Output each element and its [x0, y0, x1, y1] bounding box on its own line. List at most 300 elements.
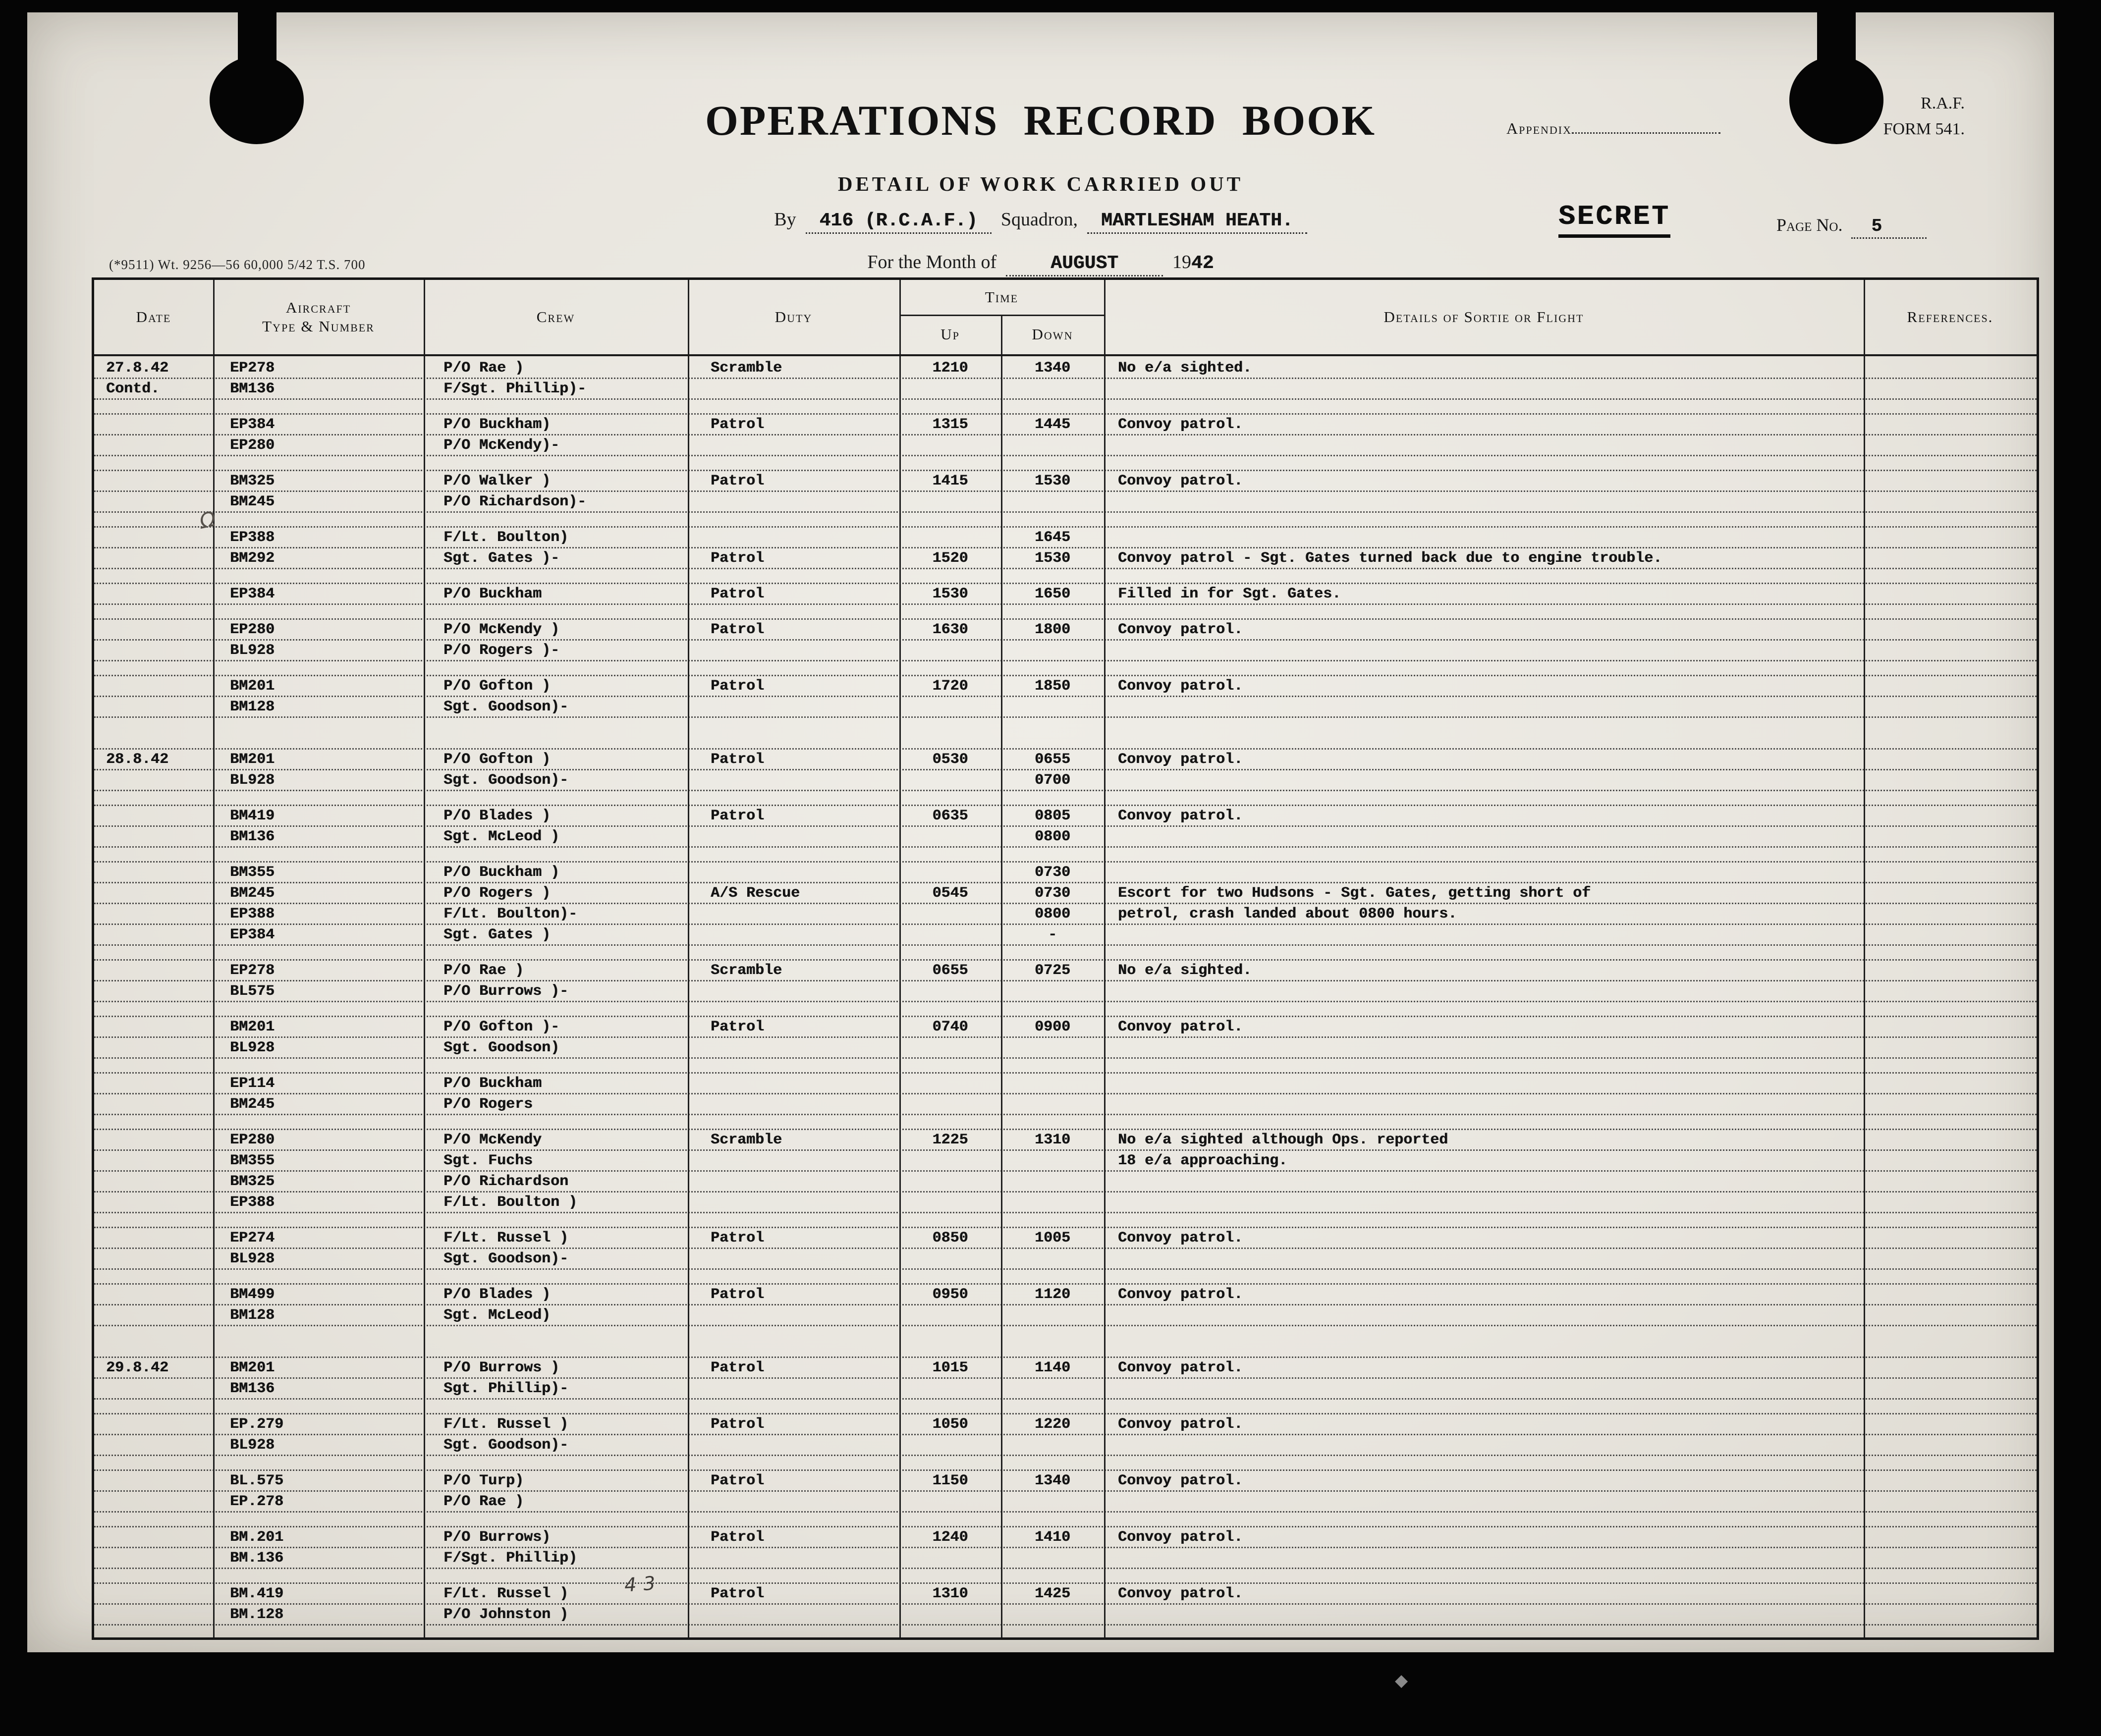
cell-date: [94, 1379, 213, 1398]
table-row: [94, 492, 2037, 513]
cell-date: [94, 1527, 213, 1547]
cell-crew: P/O McKendy: [443, 1132, 542, 1148]
cell-duty: Scramble: [711, 360, 782, 377]
cell-duty: [688, 1172, 899, 1191]
cell-crew: P/O Blades ): [443, 1286, 551, 1303]
table-header: [94, 280, 2037, 356]
cell-references: [1864, 548, 2037, 568]
cell-references: [1864, 981, 2037, 1001]
cell-aircraft: BM.128: [230, 1606, 284, 1623]
cell-aircraft: BM292: [230, 550, 275, 567]
cell-references: [1864, 1414, 2037, 1434]
year-prefix: 19: [1172, 252, 1191, 272]
squadron-number: 416 (R.C.A.F.): [806, 210, 992, 234]
cell-aircraft: BM325: [230, 473, 275, 489]
cell-details: No e/a sighted although Ops. reported: [1118, 1132, 1448, 1148]
cell-aircraft: BM245: [230, 885, 275, 902]
cell-date: [94, 1228, 213, 1248]
cell-duty: [688, 863, 899, 882]
cell-aircraft: BL575: [230, 983, 275, 1000]
cell-duty: Patrol: [711, 1472, 765, 1489]
cell-details: [1104, 1305, 1864, 1325]
cell-time-up: [899, 1249, 1001, 1268]
cell-duty: Patrol: [711, 1416, 765, 1433]
cell-aircraft: BL928: [230, 1039, 275, 1056]
cell-crew: F/Sgt. Phillip): [443, 1550, 578, 1567]
cell-details: [1104, 1492, 1864, 1511]
cell-time-up: 0635: [932, 808, 968, 824]
cell-date: [94, 697, 213, 716]
table-row: [94, 1358, 2037, 1379]
cell-time-down: 1645: [1034, 529, 1070, 546]
cell-time-down: 0655: [1034, 751, 1070, 768]
cell-details: [1104, 1605, 1864, 1624]
cell-time-up: 0850: [932, 1230, 968, 1247]
cell-details: Convoy patrol.: [1118, 1585, 1243, 1602]
table-row: [94, 1414, 2037, 1435]
table-row: [94, 641, 2037, 661]
cell-date: [94, 1605, 213, 1624]
cell-time-up: [899, 379, 1001, 398]
table-row: [94, 435, 2037, 456]
cell-time-down: 1530: [1034, 473, 1070, 489]
cell-references: [1864, 1471, 2037, 1490]
cell-aircraft: BM355: [230, 1152, 275, 1169]
cell-aircraft: BM.419: [230, 1585, 284, 1602]
cell-time-down: [1001, 1379, 1104, 1398]
cell-duty: [688, 1548, 899, 1568]
cell-crew: Sgt. Fuchs: [443, 1152, 533, 1169]
cell-references: [1864, 1130, 2037, 1149]
cell-details: petrol, crash landed about 0800 hours.: [1118, 906, 1457, 922]
cell-crew: P/O Blades ): [443, 808, 551, 824]
cell-references: [1864, 1285, 2037, 1304]
cell-crew: Sgt. Goodson)-: [443, 699, 569, 715]
cell-time-up: 1315: [932, 416, 968, 433]
scan-artifact-diamond: ◆: [1395, 1671, 1408, 1690]
cell-time-up: 1225: [932, 1132, 968, 1148]
cell-duty: Patrol: [711, 473, 765, 489]
page-number-label: Page No.: [1776, 215, 1843, 235]
cell-references: [1864, 1527, 2037, 1547]
cell-aircraft: EP278: [230, 360, 275, 377]
paper-sheet: [27, 12, 2054, 1652]
cell-details: Convoy patrol.: [1118, 621, 1243, 638]
cell-crew: P/O McKendy)-: [443, 437, 560, 454]
cell-duty: [688, 1492, 899, 1511]
cell-time-down: 1800: [1034, 621, 1070, 638]
cell-date: 29.8.42: [106, 1359, 169, 1376]
cell-crew: F/Lt. Russel ): [443, 1230, 569, 1247]
table-row: [94, 1492, 2037, 1513]
cell-aircraft: EP384: [230, 586, 275, 602]
page-number-value: 5: [1851, 216, 1927, 239]
table-row: [94, 883, 2037, 904]
cell-duty: Scramble: [711, 962, 782, 979]
cell-aircraft: BM419: [230, 808, 275, 824]
cell-time-up: [899, 904, 1001, 923]
table-row: [94, 379, 2037, 400]
cell-date: [94, 584, 213, 603]
header-date: Date: [136, 308, 171, 326]
header-duty: Duty: [774, 308, 813, 326]
table-row: [94, 750, 2037, 770]
header-details: Details of Sortie or Flight: [1383, 308, 1584, 326]
cell-details: [1104, 1193, 1864, 1212]
by-label: By: [774, 209, 796, 230]
cell-time-down: [1001, 1193, 1104, 1212]
cell-time-down: 0805: [1034, 808, 1070, 824]
table-row: [94, 1527, 2037, 1548]
cell-crew: P/O Rae ): [443, 1493, 524, 1510]
cell-details: Convoy patrol.: [1118, 678, 1243, 695]
cell-date: [94, 548, 213, 568]
cell-date: [94, 1548, 213, 1568]
cell-duty: Patrol: [711, 1585, 765, 1602]
cell-references: [1864, 770, 2037, 790]
cell-time-down: 0700: [1034, 772, 1070, 789]
cell-time-up: [899, 925, 1001, 944]
table-row: [94, 981, 2037, 1002]
cell-aircraft: EP388: [230, 1194, 275, 1211]
handwritten-scribble: Ω: [197, 506, 218, 534]
form-id-line2: FORM 541.: [1883, 120, 1965, 138]
cell-duty: [688, 379, 899, 398]
table-row: [94, 1130, 2037, 1151]
cell-details: [1104, 1379, 1864, 1398]
cell-references: [1864, 676, 2037, 696]
cell-crew: P/O Burrows ): [443, 1359, 560, 1376]
year-value: 42: [1191, 253, 1214, 274]
cell-time-down: 1120: [1034, 1286, 1070, 1303]
cell-crew: P/O Rae ): [443, 360, 524, 377]
cell-duty: [688, 435, 899, 455]
cell-duty: Patrol: [711, 416, 765, 433]
cell-aircraft: EP278: [230, 962, 275, 979]
cell-duty: [688, 1074, 899, 1093]
cell-crew: F/Lt. Russel ): [443, 1585, 569, 1602]
cell-time-down: [1001, 641, 1104, 660]
cell-aircraft: BM.136: [230, 1550, 284, 1567]
cell-aircraft: BM136: [230, 1380, 275, 1397]
cell-time-down: 1005: [1034, 1230, 1070, 1247]
table-row: [94, 415, 2037, 435]
cell-aircraft: EP388: [230, 529, 275, 546]
cell-time-up: 1630: [932, 621, 968, 638]
cell-time-down: [1001, 1435, 1104, 1455]
cell-time-up: 1310: [932, 1585, 968, 1602]
form-identifier: [1796, 91, 1965, 142]
table-row: [94, 770, 2037, 791]
cell-date: [94, 961, 213, 980]
cell-details: Convoy patrol.: [1118, 1286, 1243, 1303]
table-row: [94, 584, 2037, 605]
cell-time-down: [1001, 1605, 1104, 1624]
cell-time-down: [1001, 492, 1104, 511]
cell-aircraft: BM128: [230, 699, 275, 715]
handwritten-page-mark: 43: [623, 1572, 663, 1596]
table-row: [94, 1017, 2037, 1038]
cell-crew: Sgt. Gates )-: [443, 550, 560, 567]
appendix-field: [1506, 117, 1720, 138]
cell-time-up: 1415: [932, 473, 968, 489]
cell-details: [1104, 925, 1864, 944]
cell-details: [1104, 1038, 1864, 1057]
cell-references: [1864, 584, 2037, 603]
cell-duty: [688, 925, 899, 944]
cell-time-up: [899, 435, 1001, 455]
cell-aircraft: BM201: [230, 1019, 275, 1035]
cell-duty: [688, 697, 899, 716]
cell-time-up: [899, 863, 1001, 882]
cell-time-up: [899, 1074, 1001, 1093]
cell-duty: [688, 1605, 899, 1624]
cell-duty: Patrol: [711, 621, 765, 638]
cell-date: [94, 904, 213, 923]
cell-crew: F/Lt. Boulton ): [443, 1194, 578, 1211]
cell-time-down: 1310: [1034, 1132, 1070, 1148]
header-crew: Crew: [536, 308, 575, 326]
cell-references: [1864, 863, 2037, 882]
cell-date: [94, 883, 213, 903]
header-aircraft-line1: Aircraft: [285, 299, 351, 316]
station-name: MARTLESHAM HEATH.: [1087, 210, 1307, 234]
cell-duty: [688, 1379, 899, 1398]
cell-aircraft: BM.201: [230, 1529, 284, 1546]
cell-crew: P/O Turp): [443, 1472, 524, 1489]
cell-time-up: [899, 1172, 1001, 1191]
cell-details: Convoy patrol.: [1118, 473, 1243, 489]
cell-aircraft: EP274: [230, 1230, 275, 1247]
cell-aircraft: BM201: [230, 1359, 275, 1376]
cell-time-up: [899, 827, 1001, 846]
cell-crew: Sgt. Goodson): [443, 1039, 560, 1056]
cell-date: [94, 1584, 213, 1603]
cell-details: [1104, 981, 1864, 1001]
cell-aircraft: BM136: [230, 828, 275, 845]
cell-aircraft: BM245: [230, 493, 275, 510]
cell-aircraft: BL928: [230, 642, 275, 659]
cell-aircraft: BL928: [230, 772, 275, 789]
cell-time-up: [899, 1605, 1001, 1624]
cell-crew: P/O McKendy ): [443, 621, 560, 638]
cell-duty: [688, 904, 899, 923]
cell-date: [94, 1074, 213, 1093]
page-number-field: [1776, 215, 1927, 236]
cell-time-down: 1340: [1034, 360, 1070, 377]
cell-time-down: 0800: [1034, 828, 1070, 845]
cell-duty: [688, 770, 899, 790]
cell-time-up: 1150: [932, 1472, 968, 1489]
cell-duty: [688, 1435, 899, 1455]
squadron-label: Squadron,: [1000, 209, 1078, 230]
printer-imprint: (*9511) Wt. 9256—56 60,000 5/42 T.S. 700: [109, 257, 366, 272]
table-row: [94, 1249, 2037, 1270]
cell-crew: P/O Buckham): [443, 416, 551, 433]
cell-date: [94, 415, 213, 434]
cell-date: [94, 435, 213, 455]
cell-details: Convoy patrol.: [1118, 1359, 1243, 1376]
cell-aircraft: BM201: [230, 751, 275, 768]
cell-duty: Patrol: [711, 1286, 765, 1303]
page-subtitle: DETAIL OF WORK CARRIED OUT: [837, 172, 1244, 195]
cell-aircraft: EP280: [230, 437, 275, 454]
table-row: [94, 471, 2037, 492]
cell-references: [1864, 961, 2037, 980]
cell-details: [1104, 641, 1864, 660]
table-row: [94, 1435, 2037, 1456]
cell-references: [1864, 806, 2037, 825]
cell-references: [1864, 1605, 2037, 1624]
table-row: [94, 1172, 2037, 1193]
cell-time-down: [1001, 1094, 1104, 1114]
cell-references: [1864, 1228, 2037, 1248]
cell-time-up: 1520: [932, 550, 968, 567]
cell-time-down: [1001, 1305, 1104, 1325]
cell-aircraft: EP388: [230, 906, 275, 922]
cell-time-up: [899, 1038, 1001, 1057]
cell-crew: Sgt. Goodson)-: [443, 1250, 569, 1267]
table-row: [94, 904, 2037, 925]
cell-details: Escort for two Hudsons - Sgt. Gates, getting short of: [1118, 885, 1591, 902]
cell-references: [1864, 1017, 2037, 1036]
ruled-gap-line: [94, 1270, 2037, 1285]
cell-details: [1104, 528, 1864, 547]
cell-duty: [688, 641, 899, 660]
cell-time-up: 0545: [932, 885, 968, 902]
cell-time-up: 1720: [932, 678, 968, 695]
cell-details: Convoy patrol.: [1118, 1472, 1243, 1489]
ruled-gap-line: [94, 1002, 2037, 1017]
cell-details: 18 e/a approaching.: [1118, 1152, 1288, 1169]
cell-time-up: [899, 1492, 1001, 1511]
cell-details: Filled in for Sgt. Gates.: [1118, 586, 1341, 602]
cell-crew: Sgt. Goodson)-: [443, 772, 569, 789]
form-id-line1: R.A.F.: [1921, 94, 1965, 112]
cell-references: [1864, 1492, 2037, 1511]
appendix-label: Appendix: [1506, 119, 1572, 137]
cell-references: [1864, 1151, 2037, 1170]
cell-references: [1864, 1172, 2037, 1191]
table-row: [94, 827, 2037, 848]
table-row: [94, 1038, 2037, 1059]
cell-date: [94, 641, 213, 660]
cell-time-up: [899, 1094, 1001, 1114]
cell-time-up: [899, 981, 1001, 1001]
cell-references: [1864, 620, 2037, 639]
cell-references: [1864, 492, 2037, 511]
cell-aircraft: BM325: [230, 1173, 275, 1190]
cell-aircraft: BM245: [230, 1096, 275, 1113]
cell-details: Convoy patrol.: [1118, 1529, 1243, 1546]
cell-details: [1104, 1435, 1864, 1455]
cell-duty: [688, 1038, 899, 1057]
cell-aircraft: BM201: [230, 678, 275, 695]
cell-aircraft: EP384: [230, 926, 275, 943]
cell-details: [1104, 1249, 1864, 1268]
cell-details: Convoy patrol.: [1118, 751, 1243, 768]
ruled-gap-line: [94, 1569, 2037, 1584]
cell-details: [1104, 492, 1864, 511]
cell-time-up: 1210: [932, 360, 968, 377]
cell-date: [94, 1414, 213, 1434]
cell-time-down: [1001, 1249, 1104, 1268]
cell-crew: P/O Rogers ): [443, 885, 551, 902]
cell-date: [94, 1193, 213, 1212]
cell-date: [94, 1172, 213, 1191]
ruled-gap-line: [94, 400, 2037, 415]
cell-time-up: [899, 1435, 1001, 1455]
cell-time-down: [1001, 1038, 1104, 1057]
header-time-up: Up: [940, 326, 960, 343]
cell-duty: [688, 981, 899, 1001]
cell-time-up: [899, 641, 1001, 660]
cell-crew: P/O Rogers )-: [443, 642, 560, 659]
cell-crew: F/Lt. Boulton): [443, 529, 569, 546]
cell-time-up: 0950: [932, 1286, 968, 1303]
cell-details: [1104, 827, 1864, 846]
cell-references: [1864, 435, 2037, 455]
table-row: [94, 358, 2037, 379]
cell-references: [1864, 1584, 2037, 1603]
cell-time-up: [899, 1305, 1001, 1325]
ruled-gap-line: [94, 1115, 2037, 1130]
cell-time-up: [899, 1548, 1001, 1568]
cell-duty: Patrol: [711, 586, 765, 602]
cell-aircraft: BM136: [230, 380, 275, 397]
cell-date: [94, 1471, 213, 1490]
cell-details: [1104, 770, 1864, 790]
cell-date: [94, 1017, 213, 1036]
cell-details: [1104, 1548, 1864, 1568]
month-value: AUGUST: [1006, 253, 1163, 276]
cell-details: [1104, 379, 1864, 398]
cell-duty: Patrol: [711, 678, 765, 695]
cell-references: [1864, 379, 2037, 398]
header-aircraft-line2: Type & Number: [262, 318, 375, 335]
cell-time-down: 1220: [1034, 1416, 1070, 1433]
cell-duty: Patrol: [711, 1230, 765, 1247]
cell-time-up: [899, 770, 1001, 790]
cell-details: Convoy patrol.: [1118, 1230, 1243, 1247]
table-row: [94, 1151, 2037, 1172]
table-row: [94, 1193, 2037, 1213]
cell-time-down: -: [1048, 926, 1057, 943]
ruled-gap-line: [94, 848, 2037, 863]
cell-aircraft: EP280: [230, 1132, 275, 1148]
cell-crew: P/O Richardson)-: [443, 493, 587, 510]
cell-details: [1104, 863, 1864, 882]
cell-references: [1864, 1094, 2037, 1114]
cell-details: Convoy patrol.: [1118, 416, 1243, 433]
cell-duty: [688, 492, 899, 511]
cell-crew: P/O Burrows): [443, 1529, 551, 1546]
cell-details: Convoy patrol.: [1118, 1019, 1243, 1035]
cell-date: [94, 981, 213, 1001]
cell-crew: P/O Buckham: [443, 586, 542, 602]
header-time: Time: [985, 288, 1019, 306]
cell-time-down: 1650: [1034, 586, 1070, 602]
cell-references: [1864, 1074, 2037, 1093]
cell-references: [1864, 697, 2037, 716]
cell-duty: Scramble: [711, 1132, 782, 1148]
cell-time-down: [1001, 1492, 1104, 1511]
cell-crew: Sgt. McLeod ): [443, 828, 560, 845]
cell-time-up: 1530: [932, 586, 968, 602]
ruled-gap-line: [94, 718, 2037, 750]
cell-crew: P/O Gofton ): [443, 751, 551, 768]
table-row: [94, 697, 2037, 718]
